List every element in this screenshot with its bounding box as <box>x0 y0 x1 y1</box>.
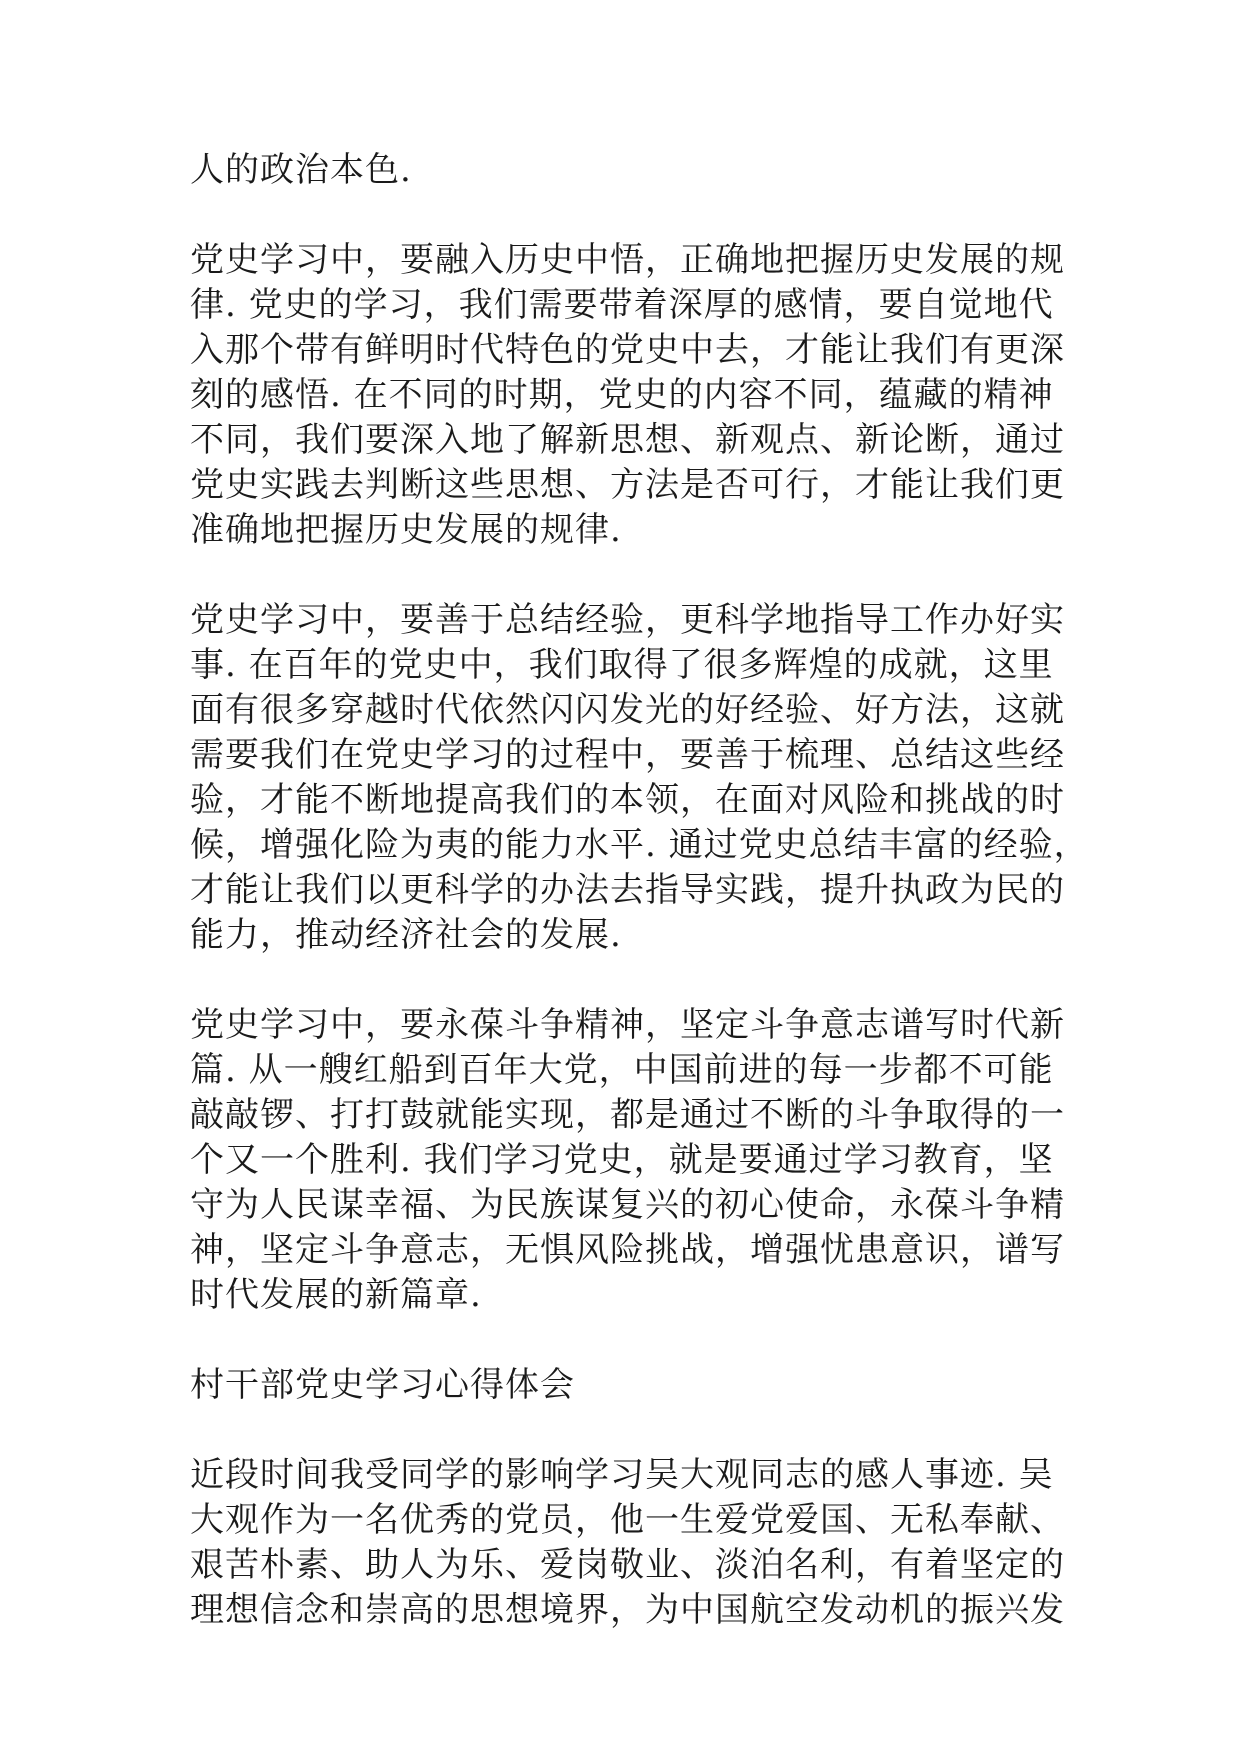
text-line: 党史学习中，要善于总结经验，更科学地指导工作办好实 <box>190 600 1065 640</box>
text-line: 律. 党史的学习，我们需要带着深厚的感情，要自觉地代 <box>190 285 1054 325</box>
paragraph-3 <box>190 598 1089 958</box>
heading-text: 村干部党史学习心得体会 <box>190 1365 575 1405</box>
text-line: 候，增强化险为夷的能力水平. 通过党史总结丰富的经验， <box>190 825 1089 865</box>
text-line: 不同，我们要深入地了解新思想、新观点、新论断，通过 <box>190 420 1065 460</box>
text-line: 党史学习中，要永葆斗争精神，坚定斗争意志谱写时代新 <box>190 1005 1065 1045</box>
text-line: 人的政治本色. <box>190 150 412 190</box>
text-line: 面有很多穿越时代依然闪闪发光的好经验、好方法，这就 <box>190 690 1065 730</box>
text-line: 准确地把握历史发展的规律. <box>190 510 622 550</box>
text-line: 敲敲锣、打打鼓就能实现，都是通过不断的斗争取得的一 <box>190 1095 1065 1135</box>
text-line: 大观作为一名优秀的党员，他一生爱党爱国、无私奉献、 <box>190 1500 1065 1540</box>
paragraph-2 <box>190 238 1065 553</box>
text-line: 才能让我们以更科学的办法去指导实践，提升执政为民的 <box>190 870 1065 910</box>
text-line: 能力，推动经济社会的发展. <box>190 915 622 955</box>
text-line: 党史学习中，要融入历史中悟，正确地把握历史发展的规 <box>190 240 1065 280</box>
text-line: 党史实践去判断这些思想、方法是否可行，才能让我们更 <box>190 465 1065 505</box>
document-body <box>190 148 1089 1678</box>
paragraph-1 <box>190 148 1050 193</box>
paragraph-4 <box>190 1003 1065 1318</box>
text-line: 神，坚定斗争意志，无惧风险挑战，增强忧患意识，谱写 <box>190 1230 1065 1270</box>
text-line: 个又一个胜利. 我们学习党史，就是要通过学习教育，坚 <box>190 1140 1054 1180</box>
text-line: 需要我们在党史学习的过程中，要善于梳理、总结这些经 <box>190 735 1065 775</box>
text-line: 时代发展的新篇章. <box>190 1275 482 1315</box>
text-line: 近段时间我受同学的影响学习吴大观同志的感人事迹. 吴 <box>190 1455 1054 1495</box>
text-line: 篇. 从一艘红船到百年大党，中国前进的每一步都不可能 <box>190 1050 1054 1090</box>
text-line: 艰苦朴素、助人为乐、爱岗敬业、淡泊名利，有着坚定的 <box>190 1545 1065 1585</box>
text-line: 事. 在百年的党史中，我们取得了很多辉煌的成就，这里 <box>190 645 1054 685</box>
section-heading <box>190 1363 1050 1408</box>
text-line: 入那个带有鲜明时代特色的党史中去，才能让我们有更深 <box>190 330 1065 370</box>
text-line: 验，才能不断地提高我们的本领，在面对风险和挑战的时 <box>190 780 1065 820</box>
text-line: 刻的感悟. 在不同的时期，党史的内容不同，蕴藏的精神 <box>190 375 1054 415</box>
text-line: 理想信念和崇高的思想境界，为中国航空发动机的振兴发 <box>190 1590 1065 1630</box>
text-line: 守为人民谋幸福、为民族谋复兴的初心使命，永葆斗争精 <box>190 1185 1065 1225</box>
paragraph-6 <box>190 1453 1065 1633</box>
